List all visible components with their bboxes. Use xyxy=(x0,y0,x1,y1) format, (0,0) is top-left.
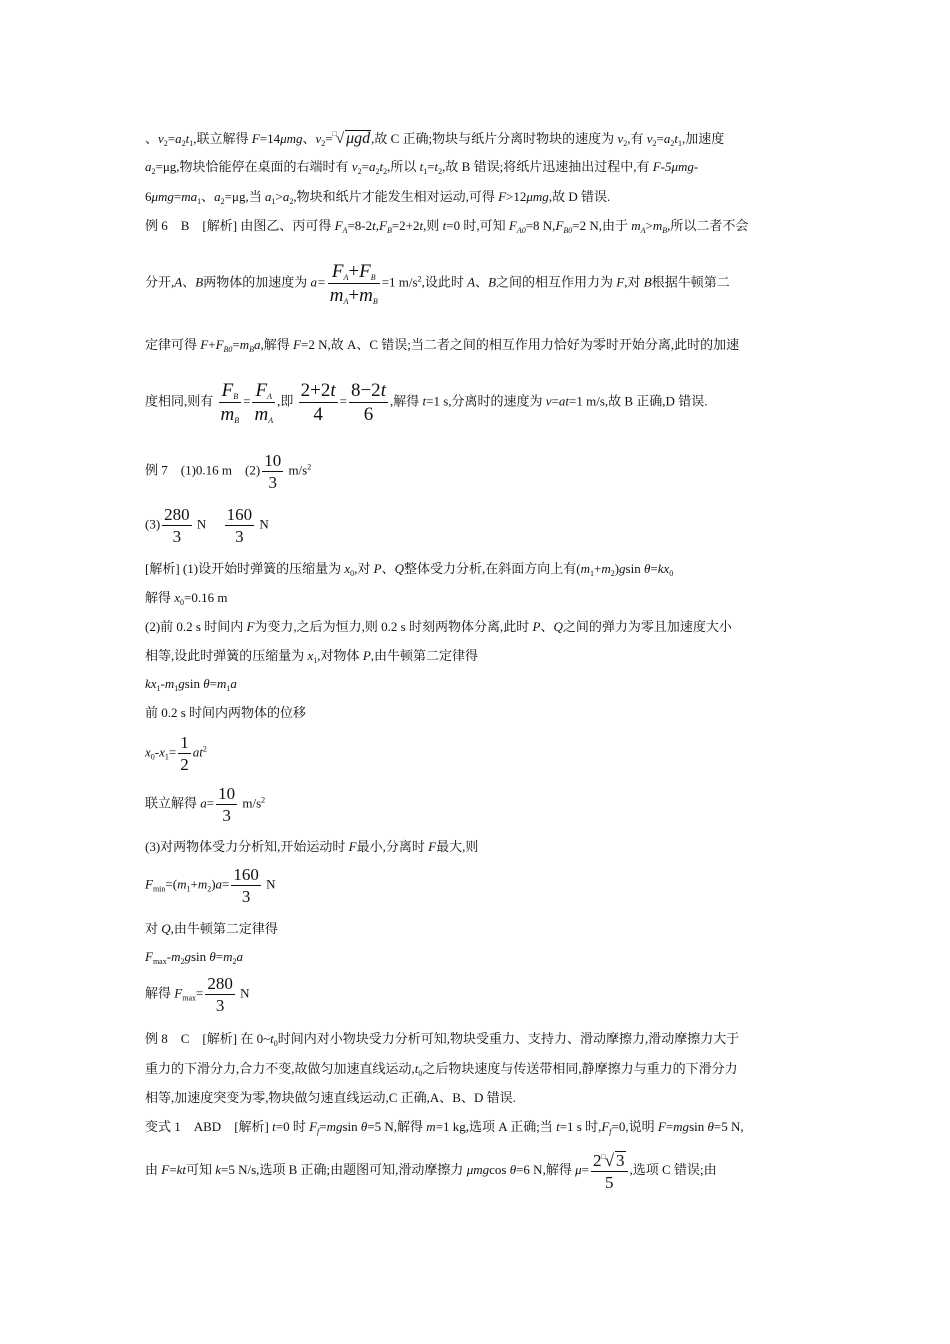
text-line: 解得 $F_{max}=$ $\frac{280}{3}$ N xyxy=(145,974,250,1015)
text-line: $x_0-x_1=$ $\frac{1}{2}$ $at^2$ xyxy=(145,733,207,774)
fraction: $\frac{10}{3}$ xyxy=(218,784,236,825)
text-line: $kx_1-m_1gsin$ $\theta=m_1a$ xyxy=(145,676,237,693)
fraction: $\frac{F_B}{m_B}$ xyxy=(220,380,240,425)
text-line: 相等,设此时弹簧的压缩量为 $x_1$,对物体 P,由牛顿第二定律得 xyxy=(145,648,479,665)
text-line: (2)前 0.2 s 时间内 F为变力,之后为恒力,则 0.2 s 时刻两物体分离,此时 P、Q之间的弹力为零且加速度大小 xyxy=(145,619,732,634)
fraction: $\frac{2+2t}{4}$ xyxy=(300,380,336,425)
fraction: $\frac{8-2t}{6}$ xyxy=(350,380,386,425)
text-line: 例 6 B [解析] 由图乙、丙可得 $F_A=8-2t,F_B=2+2t$,则 t=0 时,可知 $F_{A0}=8$ $N,F_{B0}=2$ N,由于 $m_A>m_B$,所以二者不会 xyxy=(145,218,749,235)
text-line: (3) $\frac{280}{3}$ N $\frac{160}{3}$ N xyxy=(145,505,269,546)
fraction: $\frac{F_A}{m_A}$ xyxy=(254,380,274,425)
text-line: 例 7 (1)0.16 m (2) $\frac{10}{3}$ $m/s^2$ xyxy=(145,451,312,492)
text-line: [解析] (1)设开始时弹簧的压缩量为 $x_0$,对 P、Q整体受力分析,在斜面方向上有$(m_1+m_2)gsin$ $\theta=kx_0$ xyxy=(145,561,674,578)
fraction: $\frac{10}{3}$ xyxy=(264,451,282,492)
text-line: 前 0.2 s 时间内两物体的位移 xyxy=(145,705,307,720)
fraction: $\frac{1}{2}$ xyxy=(180,733,189,774)
text-line: 例 8 C [解析] 在 $0\sim t_0$时间内对小物块受力分析可知,物块受重力、支持力、滑动摩擦力,滑动摩擦力大于 xyxy=(145,1031,740,1048)
text-line: 由 F=kt可知 k=5 N/s,选项 B 正确;由题图可知,滑动摩擦力 μmgcos θ=6 N,解得 μ= $\frac{2^□√ 3}{5}$ ,选项 C 错误;由 xyxy=(145,1151,717,1192)
text-line: $a_2=\mu g$,物块恰能停在桌面的右端时有 $v_2=a_2t_2$,所以 $t_1=t_2$,故 B 错误;将纸片迅速抽出过程中,有 F-5μmg- xyxy=(145,159,699,176)
radical-index: □ xyxy=(332,130,337,138)
text-line: 定律可得 $F+F_{B0}=m_Ba$,解得 F=2 N,故 A、C 错误;当二者之间的相互作用力恰好为零时开始分离,此时的加速 xyxy=(145,337,740,354)
text-line: 解得 $x_0=0.16$ m xyxy=(145,590,228,607)
text-line: 变式 1 ABD [解析] t=0 时 $F_f=mgsin$ θ=5 N,解得 m=1 kg,选项 A 正确;当 t=1 s 时$,F_f=0$,说明 F=mgsin θ=5 N, xyxy=(145,1119,744,1136)
text-line: $6\mu mg=ma_1$、$a_2=\mu g$,当 $a_1>a_2$,物块和纸片才能发生相对运动,可得 F>12μmg,故 D 错误. xyxy=(145,189,611,206)
radical-sign-icon: √ xyxy=(335,131,345,147)
radical-index: □ xyxy=(601,1153,606,1161)
text-line: 度相同,则有 $\frac{F_B}{m_B}$ = $\frac{F_A}{m_A}$ ,即 $\frac{2+2t}{4}$ = $\frac{8-2t}{6}$ ,解得 t=1 s,分离时的速度为 v=at=1 m/s,故 B 正确,D 错误. xyxy=(145,380,708,425)
text-line: (3)对两物体受力分析知,开始运动时 F最小,分离时 F最大,则 xyxy=(145,839,479,854)
fraction: $\frac{160}{3}$ xyxy=(226,505,253,546)
fraction: $\frac{280}{3}$ xyxy=(207,974,233,1015)
text-line: 重力的下滑分力,合力不变,故做匀加速直线运动$,t_0$之后物块速度与传送带相同,静摩擦力与重力的下滑分力 xyxy=(145,1061,738,1078)
radical-sign-icon: √ xyxy=(604,1151,615,1170)
fraction: $\frac{F_A+F_B}{m_A+m_B}$ xyxy=(329,261,378,306)
fraction: $\frac{160}{3}$ xyxy=(233,865,259,906)
text-line: 相等,加速度突变为零,物块做匀速直线运动,C 正确,A、B、D 错误. xyxy=(145,1090,516,1105)
text-line: 联立解得 a= $\frac{10}{3}$ $m/s^2$ xyxy=(145,784,266,825)
text-line: $F_{max}-m_2gsin$ $\theta=m_2a$ xyxy=(145,949,244,966)
text-line: 分开,A、B两物体的加速度为 a= $\frac{F_A+F_B}{m_A+m_B}$ =1 $m/s^2$,设此时 A、B之间的相互作用力为 F,对 B根据牛顿第二 xyxy=(145,261,730,306)
text-line: 对 Q,由牛顿第二定律得 xyxy=(145,921,278,936)
text-line: 、$v_2=a_2t_1$,联立解得 F=14μmg、$v_2=^□√$ μgd,故 C 正确;物块与纸片分离时物块的速度为 $v_2$,有 $v_2=a_2t_1$,加速度 xyxy=(145,130,725,148)
fraction: $\frac{2^□√ 3}{5}$ xyxy=(591,1151,628,1191)
text-line: $F_{min}=(m_1+m_2)a=$ $\frac{160}{3}$ N xyxy=(145,865,276,906)
fraction: $\frac{280}{3}$ xyxy=(164,505,190,546)
